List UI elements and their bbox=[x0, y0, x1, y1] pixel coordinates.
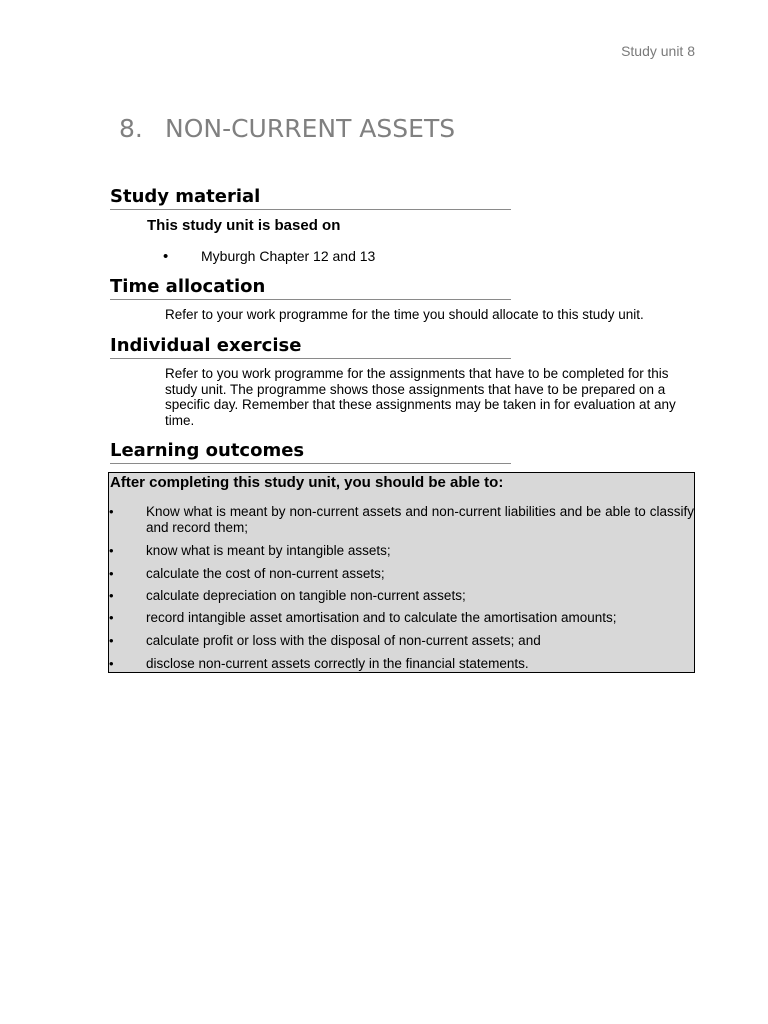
time-allocation-text: Refer to your work programme for the time you should allocate to this study unit. bbox=[165, 307, 644, 322]
learning-outcome-text: know what is meant by intangible assets; bbox=[146, 543, 391, 558]
study-material-subheading: This study unit is based on bbox=[147, 217, 341, 234]
learning-outcomes-box bbox=[108, 472, 695, 673]
page-header-label: Study unit 8 bbox=[621, 43, 695, 59]
bullet-icon: • bbox=[109, 633, 114, 648]
bullet-icon: • bbox=[109, 588, 114, 603]
learning-outcome-text: Know what is meant by non-current assets and non-current liabilities and be able to classify and record them; bbox=[146, 504, 694, 535]
bullet-icon: • bbox=[109, 543, 114, 558]
study-material-item-text: Myburgh Chapter 12 and 13 bbox=[201, 248, 376, 264]
learning-outcome-text: calculate the cost of non-current assets; bbox=[146, 566, 385, 581]
chapter-number: 8. bbox=[119, 114, 143, 143]
learning-outcome-text: record intangible asset amortisation and to calculate the amortisation amounts; bbox=[146, 610, 617, 625]
bullet-icon: • bbox=[109, 566, 114, 581]
chapter-title bbox=[119, 114, 455, 143]
bullet-icon: • bbox=[109, 504, 114, 519]
learning-outcome-text: calculate depreciation on tangible non-current assets; bbox=[146, 588, 466, 603]
learning-outcomes-heading: Learning outcomes bbox=[110, 440, 511, 464]
bullet-icon: • bbox=[109, 656, 114, 671]
study-material-item bbox=[163, 248, 375, 265]
learning-outcome-text: calculate profit or loss with the disposal of non-current assets; and bbox=[146, 633, 541, 648]
learning-outcomes-intro: After completing this study unit, you should be able to: bbox=[110, 474, 504, 491]
time-allocation-heading: Time allocation bbox=[110, 276, 511, 300]
learning-outcome-text: disclose non-current assets correctly in the financial statements. bbox=[146, 656, 529, 671]
bullet-icon: • bbox=[163, 248, 169, 265]
bullet-icon: • bbox=[109, 610, 114, 625]
individual-exercise-heading: Individual exercise bbox=[110, 335, 511, 359]
chapter-title-text: NON-CURRENT ASSETS bbox=[165, 114, 456, 143]
individual-exercise-text: Refer to you work programme for the assignments that have to be completed for this study unit. The programme shows those assignments that have to be prepared on a specific day. Remember that these assignments may be taken in for evaluation at any time. bbox=[165, 366, 676, 428]
study-material-heading: Study material bbox=[110, 186, 511, 210]
